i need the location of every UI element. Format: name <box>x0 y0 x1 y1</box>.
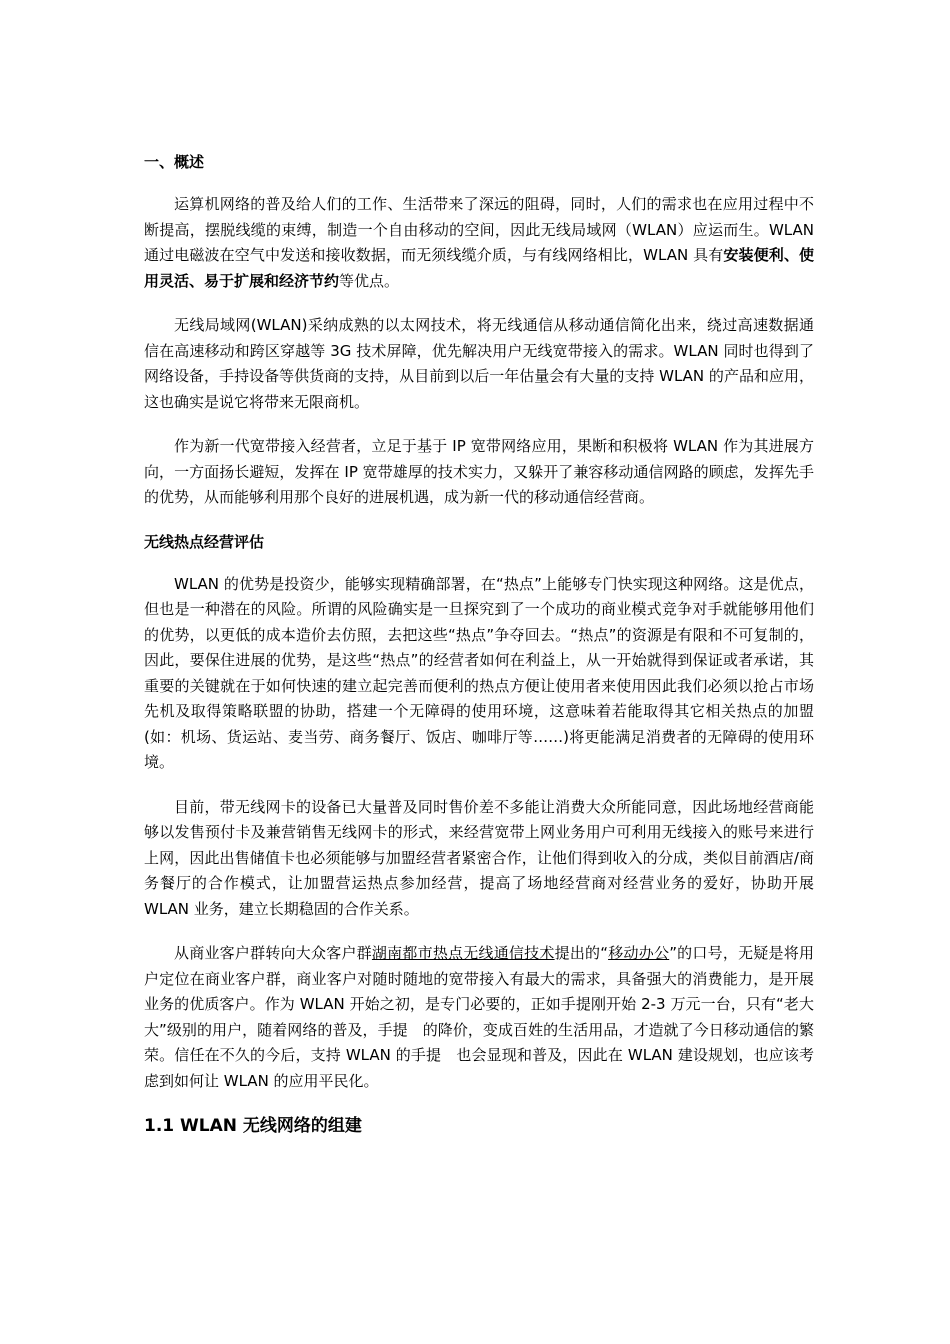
paragraph-wlan-ethernet: 无线局域网(WLAN)采纳成熟的以太网技术，将无线通信从移动通信简化出来，绕过高速数据通信在高速移动和跨区穿越等 3G 技术屏障，优先解决用户无线宽带接入的需求。WLAN 同时也得到了网络设备，手持设备等供货商的支持，从目前到以后一年估量会有大量的支持 WLAN 的产品和应用，这也确实是说它将带来无限商机。 <box>144 316 814 411</box>
link-hunan-hotspot-tech[interactable]: 湖南都市热点无线通信技术 <box>371 944 555 962</box>
paragraph-customer-groups-start: 从商业客户群转向大众客户群 <box>174 944 372 962</box>
paragraph-wlan-intro-text: 运算机网络的普及给人们的工作、生活带来了深远的阻碍，同时，人们的需求也在应用过程中不断提高，摆脱线缆的束缚，制造一个自由移动的空间，因此无线局域网（WLAN）应运而生。WLAN 通过电磁波在空气中发送和接收数据，而无须线缆介质，与有线网络相比，WLAN 具有 <box>144 195 814 264</box>
section-heading-overview: 一、概述 <box>144 153 205 171</box>
paragraph-customer-groups <box>144 941 814 1094</box>
paragraph-wireless-card-business: 目前，带无线网卡的设备已大量普及同时售价差不多能让消费大众所能同意，因此场地经营商能够以发售预付卡及兼营销售无线网卡的形式，来经营宽带上网业务用户可利用无线接入的账号来进行上网，因此出售储值卡也必须能够与加盟经营者紧密合作，让他们得到收入的分成，类似目前酒店/商务餐厅的合作模式，让加盟营运热点参加经营，提高了场地经营商对经营业务的爱好，协助开展 WLAN 业务，建立长期稳固的合作关系。 <box>144 797 814 918</box>
link-mobile-office[interactable]: 移动办公 <box>608 944 670 962</box>
paragraph-customer-groups-mid: 提出的“ <box>554 944 609 962</box>
paragraph-customer-groups-end: ”的口号，无疑是将用户定位在商业客户群，商业客户对随时随地的宽带接入有最大的需求，具备强大的消费能力，是开展业务的优质客户。作为 WLAN 开始之初，是专门必要的，正如手提刚开始 2-3 万元一台，只有“老大大”级别的用户，随着网络的普及，手提 的降价，变成百姓的生活用品，才造就了今日移动通信的繁荣。信任在不久的今后，支持 WLAN 的手提 也会显现和普及，因此在 WLAN 建设规划，也应该考虑到如何让 WLAN 的应用平民化。 <box>144 944 814 1090</box>
section-heading-wlan-build: 1.1 WLAN 无线网络的组建 <box>144 1116 362 1136</box>
paragraph-wlan-intro-bold: 安装便利、使用灵活、易于扩展和经济节约 <box>144 246 814 290</box>
section-heading-hotspot-evaluation: 无线热点经营评估 <box>144 532 265 551</box>
paragraph-wlan-intro <box>144 192 814 294</box>
paragraph-wlan-intro-end: 等优点。 <box>339 271 400 290</box>
paragraph-hotspot-advantages: WLAN 的优势是投资少，能够实现精确部署，在“热点”上能够专门快实现这种网络。这是优点，但也是一种潜在的风险。所谓的风险确实是一旦探究到了一个成功的商业模式竞争对手就能够用他们的优势，以更低的成本造价去仿照，去把这些“热点”争夺回去。“热点”的资源是有限和不可复制的，因此，要保住进展的优势，是这些“热点”的经营者如何在利益上，从一开始就得到保证或者承诺，其重要的关键就在于如何快速的建立起完善而便利的热点方便让使用者来使用因此我们必须以抢占市场先机及取得策略联盟的协助，搭建一个无障碍的使用环境，这意味着若能取得其它相关热点的加盟(如：机场、货运站、麦当劳、商务餐厅、饭店、咖啡厅等……)将更能满足消费者的无障碍的使用环境。 <box>144 574 814 771</box>
document-page <box>144 150 814 1139</box>
paragraph-broadband-operator: 作为新一代宽带接入经营者，立足于基于 IP 宽带网络应用，果断和积极将 WLAN 作为其进展方向，一方面扬长避短，发挥在 IP 宽带雄厚的技术实力，又躲开了兼容移动通信网路的顾虑，发挥先手的优势，从而能够利用那个良好的进展机遇，成为新一代的移动通信经营商。 <box>144 437 814 506</box>
